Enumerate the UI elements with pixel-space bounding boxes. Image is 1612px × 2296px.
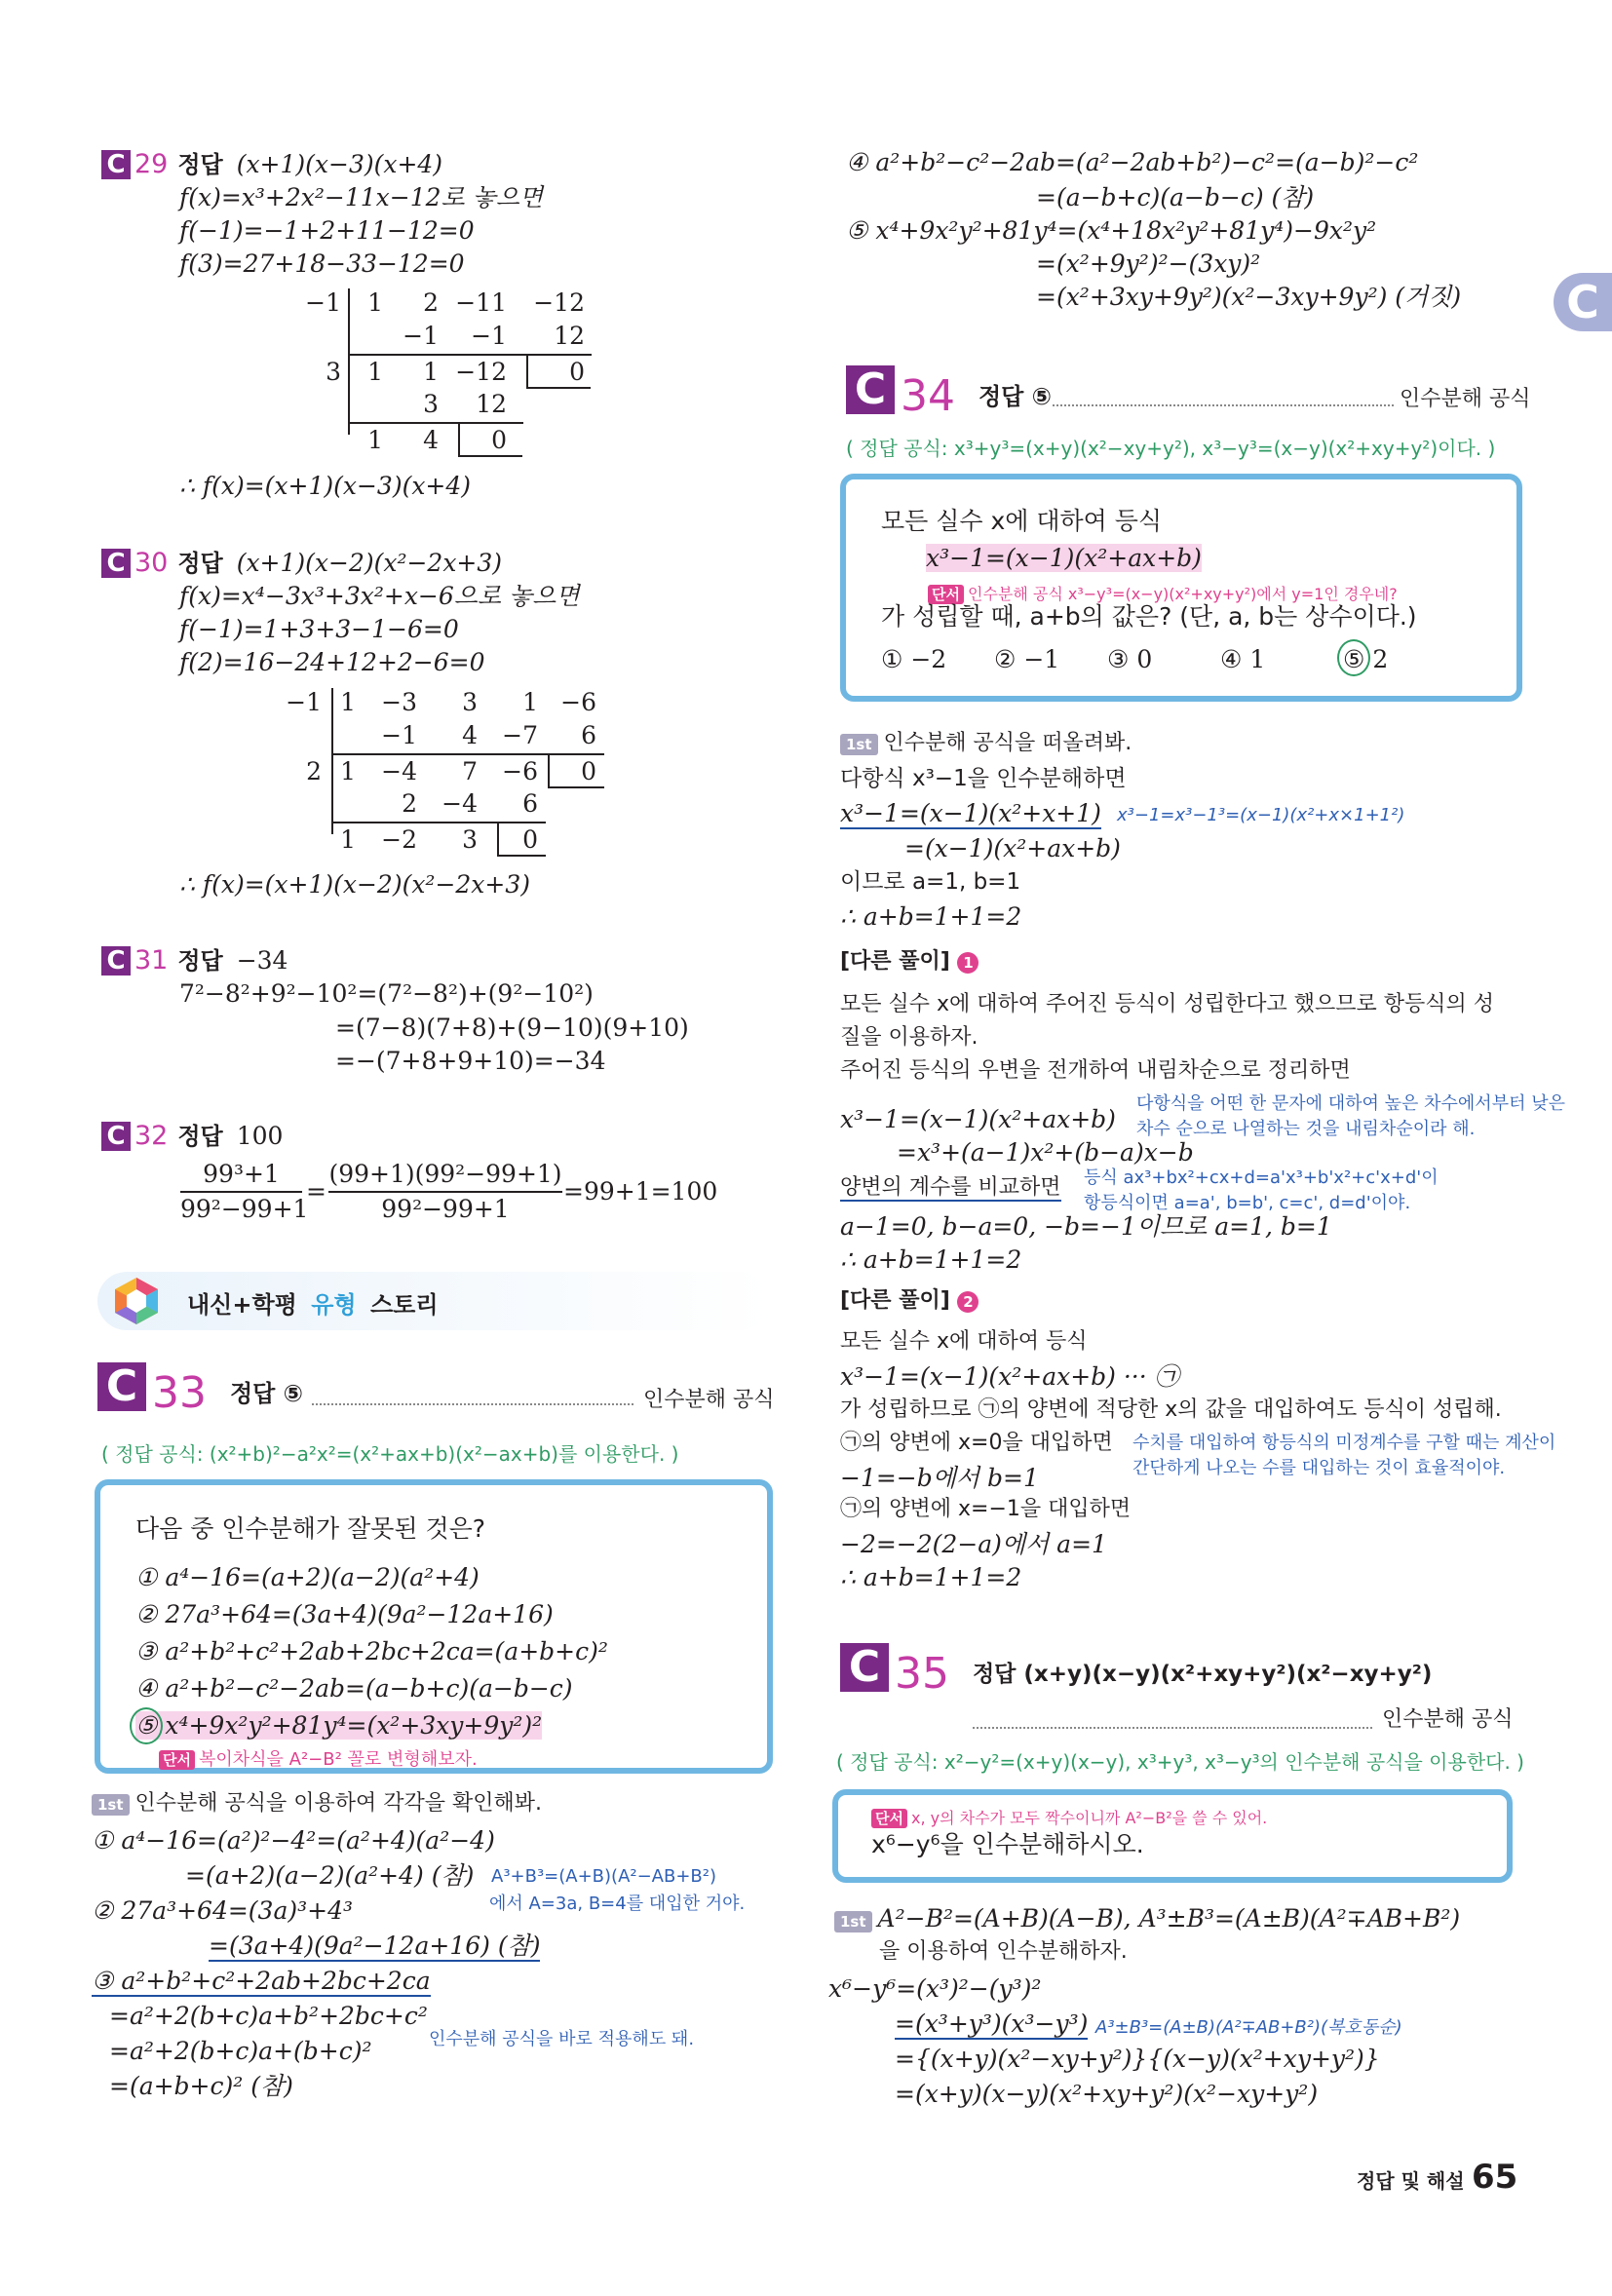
alt2-line: −1=−b에서 b=1 [840,1464,1039,1492]
hexagon-logo-icon [113,1276,160,1326]
div-result: 1 [367,426,383,454]
div-coef: 2 [423,288,439,317]
q33-sol-line: =a²+2(b+c)a+b²+2bc+c² [109,2002,428,2030]
q33-sol-line: ② 27a³+64=(3a)³+4³ [92,1896,354,1925]
banner-text: 내신+학평 [187,1291,297,1319]
div-coef: −6 [560,688,596,716]
q34-question: 가 성립할 때, a+b의 값은? (단, a, b는 상수이다.) [881,602,1417,631]
alt1-line: =x³+(a−1)x²+(b−a)x−b [897,1138,1194,1167]
q33-choice: ④ a²+b²−c²−2ab=(a−b+c)(a−b−c) [135,1674,573,1703]
q29-conclusion: ∴ f(x)=(x+1)(x−3)(x+4) [179,472,472,500]
q34-sol-note: x³−1=x³−1³=(x−1)(x²+x×1+1²) [1117,805,1405,825]
div-coef: 1 [367,288,383,317]
q34-choice[interactable]: ② −1 [994,645,1060,673]
q33-sol-line: =a²+2(b+c)a+(b+c)² [109,2037,372,2065]
div-mid: 6 [522,789,538,818]
div-root: 3 [326,358,341,386]
div-coef: 1 [367,358,383,386]
div-root: 2 [306,757,322,785]
q32-answer: 100 [236,1122,284,1150]
q33-category: 인수분해 공식 [643,1388,775,1412]
answer-circle-icon [130,1707,163,1744]
q30-line: f(−1)=1+3+3−1−6=0 [179,615,459,643]
q29-line: f(x)=x³+2x²−11x−12로 놓으면 [179,183,544,211]
alt1-note: 등식 ax³+bx²+cx+d=a'x³+b'x²+c'x+d'이 [1084,1167,1439,1188]
div-coef: −12 [455,358,507,386]
alt1-line: a−1=0, b−a=0, −b=−1이므로 a=1, b=1 [840,1212,1332,1241]
q33-sol-right: =(x²+3xy+9y²)(x²−3xy+9y²) (거짓) [1036,283,1462,311]
q34-sol: 이므로 a=1, b=1 [840,869,1021,895]
q30-number: 30 [134,548,169,578]
q34-sol: ∴ a+b=1+1=2 [840,902,1022,931]
q32-number: 32 [134,1121,169,1151]
div-remainder: 0 [522,825,538,854]
q33-header [97,1362,303,1420]
q35-sol: =(x³+y³)(x³−y³) [895,2009,1089,2038]
q33-step: 1st 인수분해 공식을 이용하여 각각을 확인해봐. [92,1791,542,1817]
div-remainder: 0 [491,426,507,454]
q35-sol-note: A³±B³=(A±B)(A²∓AB+B²)(복호동순) [1095,2017,1402,2038]
q34-sol: 다항식 x³−1을 인수분해하면 [840,766,1127,791]
q34-number: 34 [901,371,955,422]
alt2-line: x³−1=(x−1)(x²+ax+b) ··· ㉠ [840,1362,1179,1391]
q31-line: =(7−8)(7+8)+(9−10)(9+10) [335,1014,689,1042]
q34-formula-tip: ( 정답 공식: x³+y³=(x+y)(x²−xy+y²), x³−y³=(x−y)(x²+xy+y²)이다. ) [846,437,1496,460]
footer-label: 정답 및 해설 [1357,2169,1465,2193]
div-coef: −3 [381,688,417,716]
q34-question: 모든 실수 x에 대하여 등식 [881,507,1163,535]
div-mid: −1 [403,322,439,350]
q34-category: 인수분해 공식 [1400,387,1531,411]
q34-answer-label: 정답 ⑤ [978,383,1052,411]
q32-badge: C [101,1122,131,1151]
div-result: −2 [381,825,417,854]
q33-sol-right: =(x²+9y²)²−(3xy)² [1036,249,1261,278]
q35-question: x⁶−y⁶을 인수분해하시오. [871,1830,1144,1858]
fraction-denominator: 99²−99+1 [381,1195,510,1223]
q31-number: 31 [134,945,169,976]
div-mid: 6 [581,721,596,749]
q35-sol: =(x+y)(x−y)(x²+xy+y²)(x²−xy+y²) [895,2080,1319,2108]
q34-problem-box [840,474,1522,702]
fraction-denominator: 99²−99+1 [180,1195,309,1223]
q33-answer-label: 정답 ⑤ [229,1380,303,1408]
alt2-note: 간단하게 나오는 수를 대입하는 것이 효율적이야. [1132,1458,1506,1478]
q33-sol-right: ⑤ x⁴+9x²y²+81y⁴=(x⁴+18x²y²+81y⁴)−9x²y² [846,216,1377,245]
q35-sol: x⁶−y⁶=(x³)²−(y³)² [828,1974,1042,2003]
q34-equation: x³−1=(x−1)(x²+ax+b) [926,544,1202,572]
q31-header [101,945,288,976]
div-mid: 12 [476,390,507,418]
q34-choice-selected[interactable]: ⑤ 2 [1343,645,1389,673]
q30-badge: C [101,549,131,578]
q30-answer-label: 정답 [177,550,223,577]
div-remainder: 0 [569,358,585,386]
alt1-note: 다항식을 어떤 한 문자에 대하여 높은 차수에서부터 낮은 [1136,1093,1565,1114]
q31-line: 7²−8²+9²−10²=(7²−8²)+(9²−10²) [179,979,594,1008]
div-mid: −1 [471,322,507,350]
div-result: 3 [462,825,478,854]
q33-choice-selected[interactable]: ⑤ x⁴+9x²y²+81y⁴=(x²+3xy+9y²)² [135,1711,543,1740]
q35-problem-box [832,1789,1513,1883]
q31-answer-label: 정답 [177,947,223,975]
div-mid: −7 [502,721,538,749]
q33-formula-tip: ( 정답 공식: (x²+b)²−a²x²=(x²+ax+b)(x²−ax+b)를 이용한다. ) [101,1442,679,1466]
banner-text: 스토리 [369,1291,439,1319]
q31-answer: −34 [236,946,288,975]
q30-header [101,548,502,579]
section-tab: C [1554,273,1612,331]
q34-choice[interactable]: ④ 1 [1220,645,1266,673]
alt1-line: 양변의 계수를 비교하면 [840,1175,1061,1200]
div-mid: −1 [381,721,417,749]
alt1-note: 차수 순으로 나열하는 것을 내림차순이라 해. [1136,1119,1476,1139]
q33-badge: C [97,1362,146,1411]
q30-answer: (x+1)(x−2)(x²−2x+3) [236,549,503,577]
q34-sol: =(x−1)(x²+ax+b) [904,834,1121,862]
q35-header [840,1643,1432,1701]
div-mid: −4 [441,789,478,818]
div-coef: 1 [340,688,356,716]
q35-hint: 단서 x, y의 차수가 모두 짝수이니까 A²−B²을 쓸 수 있어. [871,1801,1267,1830]
q33-choice: ② 27a³+64=(3a+4)(9a²−12a+16) [135,1600,554,1628]
alt2-line: 모든 실수 x에 대하여 등식 [840,1329,1088,1354]
alt1-line: x³−1=(x−1)(x²+ax+b) [840,1105,1116,1133]
q34-hint: 단서 인수분해 공식 x³−y³=(x−y)(x²+xy+y²)에서 y=1인 경우네? [928,577,1398,606]
page-number: 65 [1472,2158,1518,2197]
q33-sol-right: ④ a²+b²−c²−2ab=(a²−2ab+b²)−c²=(a−b)²−c² [846,148,1419,176]
q34-step: 1st 인수분해 공식을 떠올려봐. [840,731,1132,756]
q33-sol-line: ③ a²+b²+c²+2ab+2bc+2ca [92,1967,431,1995]
q33-sol-line: =(a+2)(a−2)(a²+4) (참) [185,1861,475,1890]
q29-badge: C [101,150,131,179]
q33-sol-line: =(a+b+c)² (참) [109,2072,293,2100]
q33-number: 33 [152,1368,207,1419]
div-mid: 2 [402,789,417,818]
alt1-line: ∴ a+b=1+1=2 [840,1245,1022,1274]
q32-answer-label: 정답 [177,1123,223,1150]
q35-step: 을 이용하여 인수분해하자. [879,1939,1128,1964]
div-mid: 4 [462,721,478,749]
q33-choice: ① a⁴−16=(a+2)(a−2)(a²+4) [135,1563,480,1591]
q35-step: 1st A²−B²=(A+B)(A−B), A³±B³=(A±B)(A²∓AB+B²) [834,1904,1460,1933]
div-coef: 1 [423,358,439,386]
div-root: −1 [305,288,341,317]
fraction-numerator: (99+1)(99²−99+1) [328,1160,562,1188]
alt1-note: 항등식이면 a=a', b=b', c=c', d=d'이야. [1084,1193,1411,1213]
q34-header [846,365,1052,423]
q33-note: 에서 A=3a, B=4를 대입한 거야. [489,1894,746,1914]
q33-note: 인수분해 공식을 바로 적용해도 돼. [429,2029,695,2049]
q33-hint: 단서 복이차식을 A²−B² 꼴로 변형해보자. [159,1742,478,1772]
div-mid: 3 [423,390,439,418]
div-mid: 12 [554,322,585,350]
q29-answer: (x+1)(x−3)(x+4) [236,150,443,178]
q35-sol: ={(x+y)(x²−xy+y²)}{(x−y)(x²+xy+y²)} [895,2045,1380,2073]
div-coef: −4 [381,757,417,785]
q30-line: f(2)=16−24+12+2−6=0 [179,648,485,676]
alt1-line: 주어진 등식의 우변을 전개하여 내림차순으로 정리하면 [840,1058,1351,1083]
div-remainder: 0 [581,757,596,785]
q30-conclusion: ∴ f(x)=(x+1)(x−2)(x²−2x+3) [179,870,531,899]
q33-note: A³+B³=(A+B)(A²−AB+B²) [491,1866,717,1887]
div-root: −1 [286,688,322,716]
q29-answer-label: 정답 [177,151,223,178]
q34-choice[interactable]: ① −2 [881,645,947,673]
q34-sol: x³−1=(x−1)(x²+x+1) [840,799,1101,827]
div-coef: −11 [455,288,507,317]
fraction-numerator: 99³+1 [203,1160,280,1188]
alt2-line: ㉠의 양변에 x=0을 대입하면 [840,1431,1113,1455]
answer-circle-icon [1337,639,1370,676]
q32-result: =99+1=100 [563,1177,718,1205]
story-banner [97,1272,770,1330]
q33-problem-box [95,1479,773,1774]
q32-header [101,1121,283,1152]
q29-number: 29 [134,149,169,179]
alt2-line: 가 성립하므로 ㉠의 양변에 적당한 x의 값을 대입하여도 등식이 성립해. [840,1397,1502,1422]
alt1-line: 모든 실수 x에 대하여 주어진 등식이 성립한다고 했으므로 항등식의 성 [840,992,1495,1016]
q33-sol-line: ① a⁴−16=(a²)²−4²=(a²+4)(a²−4) [92,1826,495,1855]
alt1-line: 질을 이용하자. [840,1025,979,1050]
alt-solution-title: [다른 풀이] 2 [840,1288,979,1314]
alt2-line: −2=−2(2−a)에서 a=1 [840,1530,1107,1558]
q34-badge: C [846,365,895,414]
q34-choice[interactable]: ③ 0 [1107,645,1153,673]
alt2-line: ∴ a+b=1+1=2 [840,1563,1022,1591]
div-coef: 3 [462,688,478,716]
q33-sol-right: =(a−b+c)(a−b−c) (참) [1036,183,1315,211]
q35-number: 35 [895,1649,949,1700]
alt-solution-title: [다른 풀이] 1 [840,949,979,975]
div-coef: 1 [340,757,356,785]
alt2-note: 수치를 대입하여 항등식의 미정계수를 구할 때는 계산이 [1132,1433,1556,1453]
div-coef: 7 [462,757,478,785]
q29-line: f(3)=27+18−33−12=0 [179,249,465,278]
q35-answer-label: 정답 (x+y)(x−y)(x²+xy+y²)(x²−xy+y²) [972,1661,1433,1687]
q35-formula-tip: ( 정답 공식: x²−y²=(x+y)(x−y), x³+y³, x³−y³의 인수분해 공식을 이용한다. ) [836,1750,1524,1774]
div-coef: −6 [502,757,538,785]
q35-badge: C [840,1643,889,1692]
q29-header [101,149,442,180]
q33-choice: ③ a²+b²+c²+2ab+2bc+2ca=(a+b+c)² [135,1637,608,1665]
q30-line: f(x)=x⁴−3x³+3x²+x−6으로 놓으면 [179,582,580,610]
div-coef: −12 [533,288,585,317]
q31-line: =−(7+8+9+10)=−34 [335,1047,606,1075]
q33-question: 다음 중 인수분해가 잘못된 것은? [135,1514,486,1543]
q31-badge: C [101,946,131,976]
div-result: 1 [340,825,356,854]
div-coef: 1 [522,688,538,716]
q35-category: 인수분해 공식 [1382,1707,1514,1732]
q33-sol-line: =(3a+4)(9a²−12a+16) (참) [209,1932,541,1960]
div-result: 4 [423,426,439,454]
q29-line: f(−1)=−1+2+11−12=0 [179,216,475,245]
banner-text: 유형 [311,1291,357,1319]
alt2-line: ㉠의 양변에 x=−1을 대입하면 [840,1497,1132,1521]
